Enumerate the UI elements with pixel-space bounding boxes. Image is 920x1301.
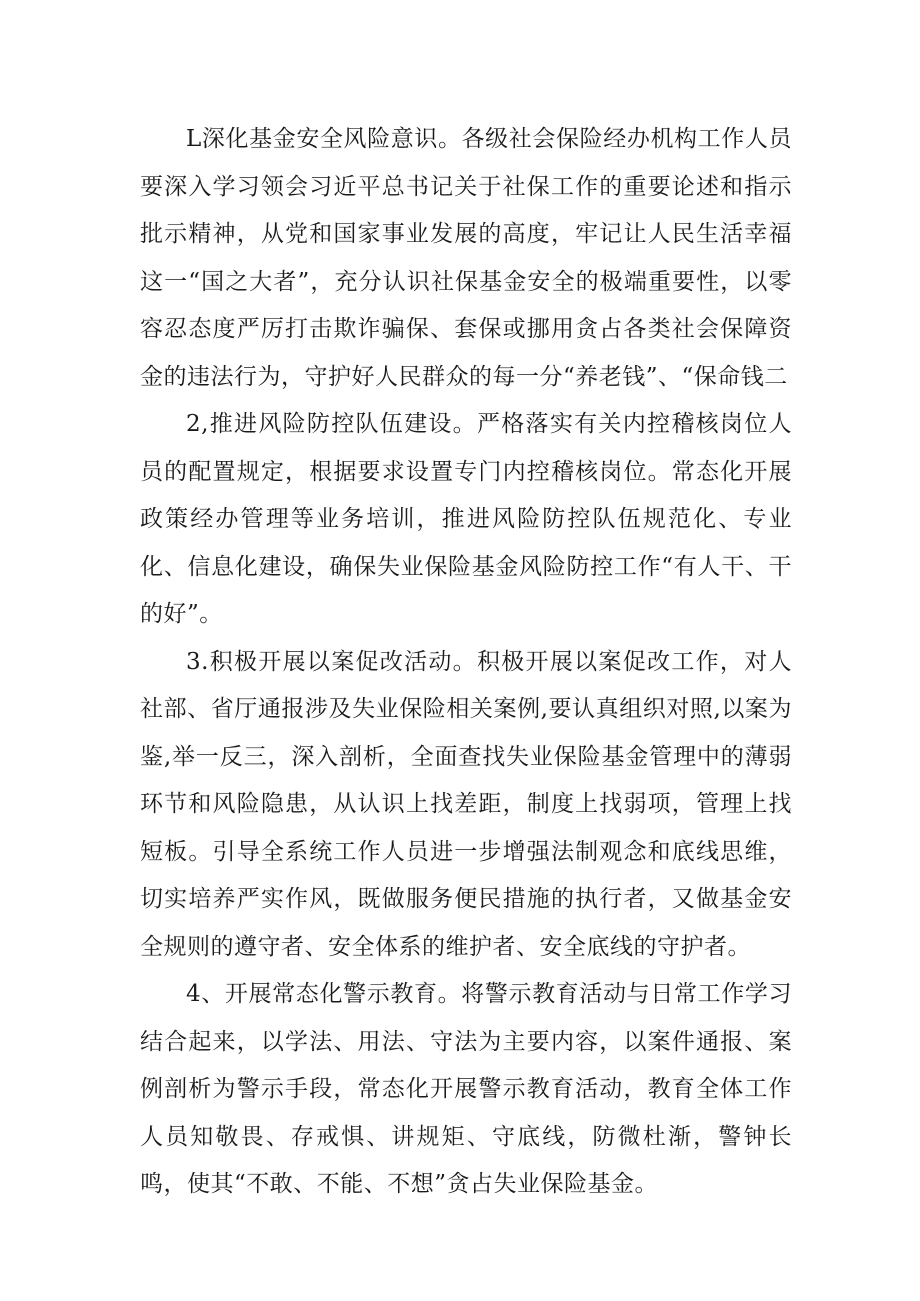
document-body [140,116,792,1209]
paragraph-fund-safety-awareness: L深化基金安全风险意识。各级社会保险经办机构工作人员要深入学习领会习近平总书记关于社保工作的重要论述和指示批示精神，从党和国家事业发展的高度，牢记让人民生活幸福这一“国之大者”，充分认识社保基金安全的极端重要性，以零容忍态度严厉打击欺诈骗保、套保或挪用贪占各类社会保障资金的违法行为，守护好人民群众的每一分“养老钱”、“保命钱二 [140,126,792,390]
paragraph-warning-education: 4、开展常态化警示教育。将警示教育活动与日常工作学习结合起来，以学法、用法、守法为主要内容，以案件通报、案例剖析为警示手段，常态化开展警示教育活动，教育全体工作人员知敬畏、存戒惧、讲规矩、守底线，防微杜渐，警钟长鸣，使其“不敢、不能、不想”贪占失业保险基金。 [140,981,792,1197]
paragraph-case-reform: 3.积极开展以案促改活动。积极开展以案促改工作，对人社部、省厅通报涉及失业保险相关案例,要认真组织对照,以案为鉴,举一反三，深入剖析，全面查找失业保险基金管理中的薄弱环节和风险隐患，从认识上找差距，制度上找弱项，管理上找短板。引导全系统工作人员进一步增强法制观念和底线思维，切实培养严实作风，既做服务便民措施的执行者，又做基金安全规则的遵守者、安全体系的维护者、安全底线的守护者。 [140,648,792,960]
paragraph-risk-team-building: 2,推进风险防控队伍建设。严格落实有关内控稽核岗位人员的配置规定，根据要求设置专门内控稽核岗位。常态化开展政策经办管理等业务培训，推进风险防控队伍规范化、专业化、信息化建设，确保失业保险基金风险防控工作“有人干、干的好”。 [140,411,792,627]
